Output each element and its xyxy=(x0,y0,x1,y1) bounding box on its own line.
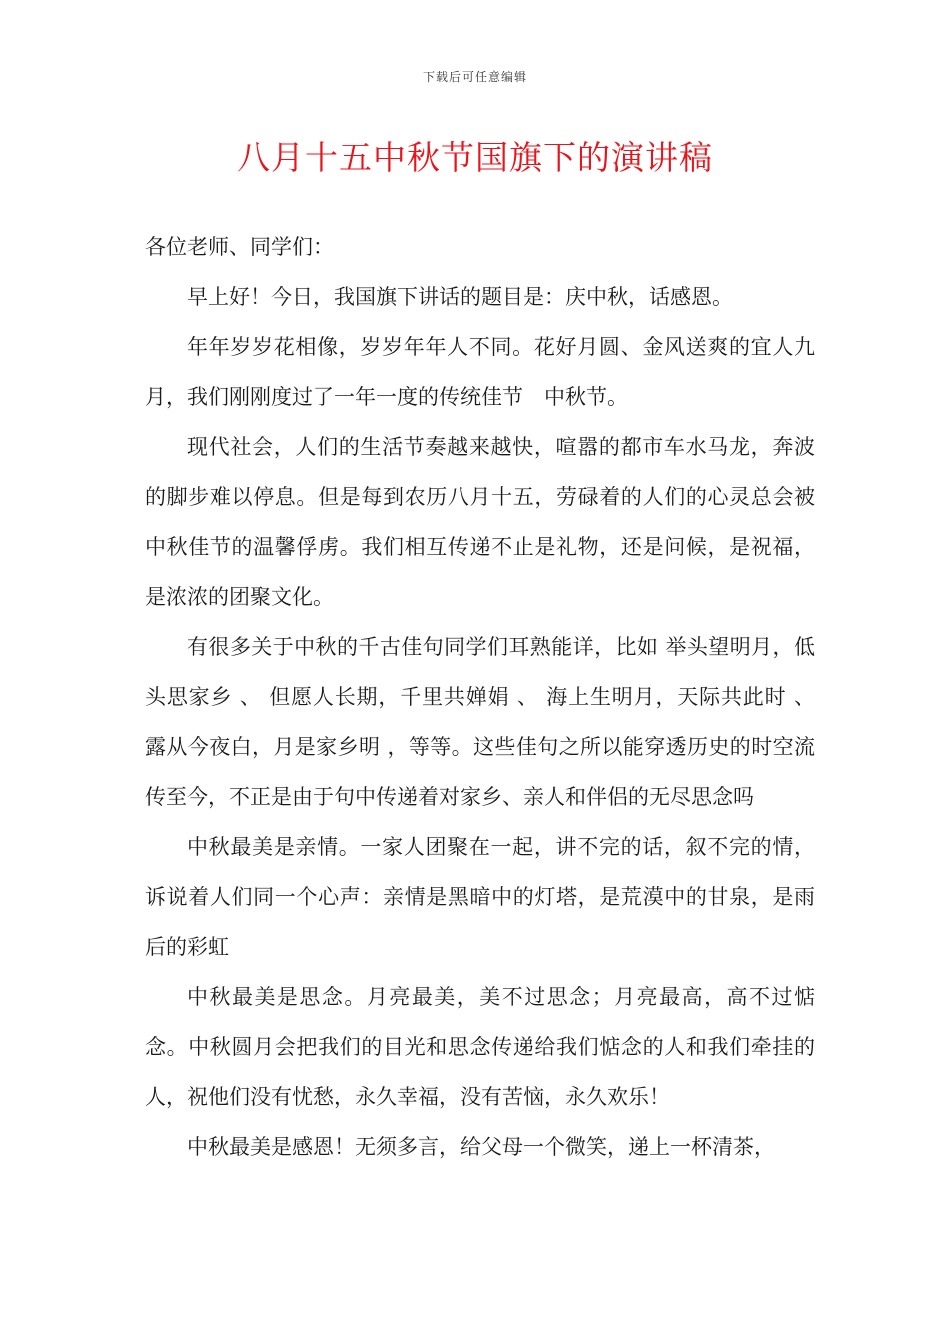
paragraph: 现代社会，人们的生活节奏越来越快，喧嚣的都市车水马龙，奔波的脚步难以停息。但是每到农历八月十五，劳碌着的人们的心灵总会被中秋佳节的温馨俘虏。我们相互传递不止是礼物，还是问候，是祝福，是浓浓的团聚文化。 xyxy=(145,435,815,609)
document-body xyxy=(145,222,815,1172)
paragraph: 早上好！今日，我国旗下讲话的题目是：庆中秋，话感恩。 xyxy=(187,285,733,309)
salutation: 各位老师、同学们： xyxy=(145,235,334,259)
paragraph: 中秋最美是亲情。一家人团聚在一起，讲不完的话，叙不完的情，诉说着人们同一个心声：亲情是黑暗中的灯塔，是荒漠中的甘泉，是雨后的彩虹 xyxy=(145,835,815,959)
paragraph: 中秋最美是思念。月亮最美，美不过思念；月亮最高，高不过惦念。中秋圆月会把我们的目光和思念传递给我们惦念的人和我们牵挂的人，祝他们没有忧愁，永久幸福，没有苦恼，永久欢乐！ xyxy=(145,985,815,1109)
header-note: 下载后可任意编辑 xyxy=(422,70,527,84)
paragraph: 有很多关于中秋的千古佳句同学们耳熟能详，比如 举头望明月，低头思家乡 、 但愿人长期，千里共婵娟 、 海上生明月，天际共此时 、 露从今夜白，月是家乡明 ，等等。这些佳句之所以能穿透历史的时空流传至今，不正是由于句中传递着对家乡、亲人和伴侣的无尽思念吗 xyxy=(145,635,815,809)
document-title: 八月十五中秋节国旗下的演讲稿 xyxy=(237,138,713,177)
paragraph: 年年岁岁花相像，岁岁年年人不同。花好月圆、金风送爽的宜人九月，我们刚刚度过了一年一度的传统佳节 中秋节。 xyxy=(145,335,815,409)
paragraph: 中秋最美是感恩！无须多言，给父母一个微笑，递上一杯清茶， xyxy=(187,1135,775,1159)
